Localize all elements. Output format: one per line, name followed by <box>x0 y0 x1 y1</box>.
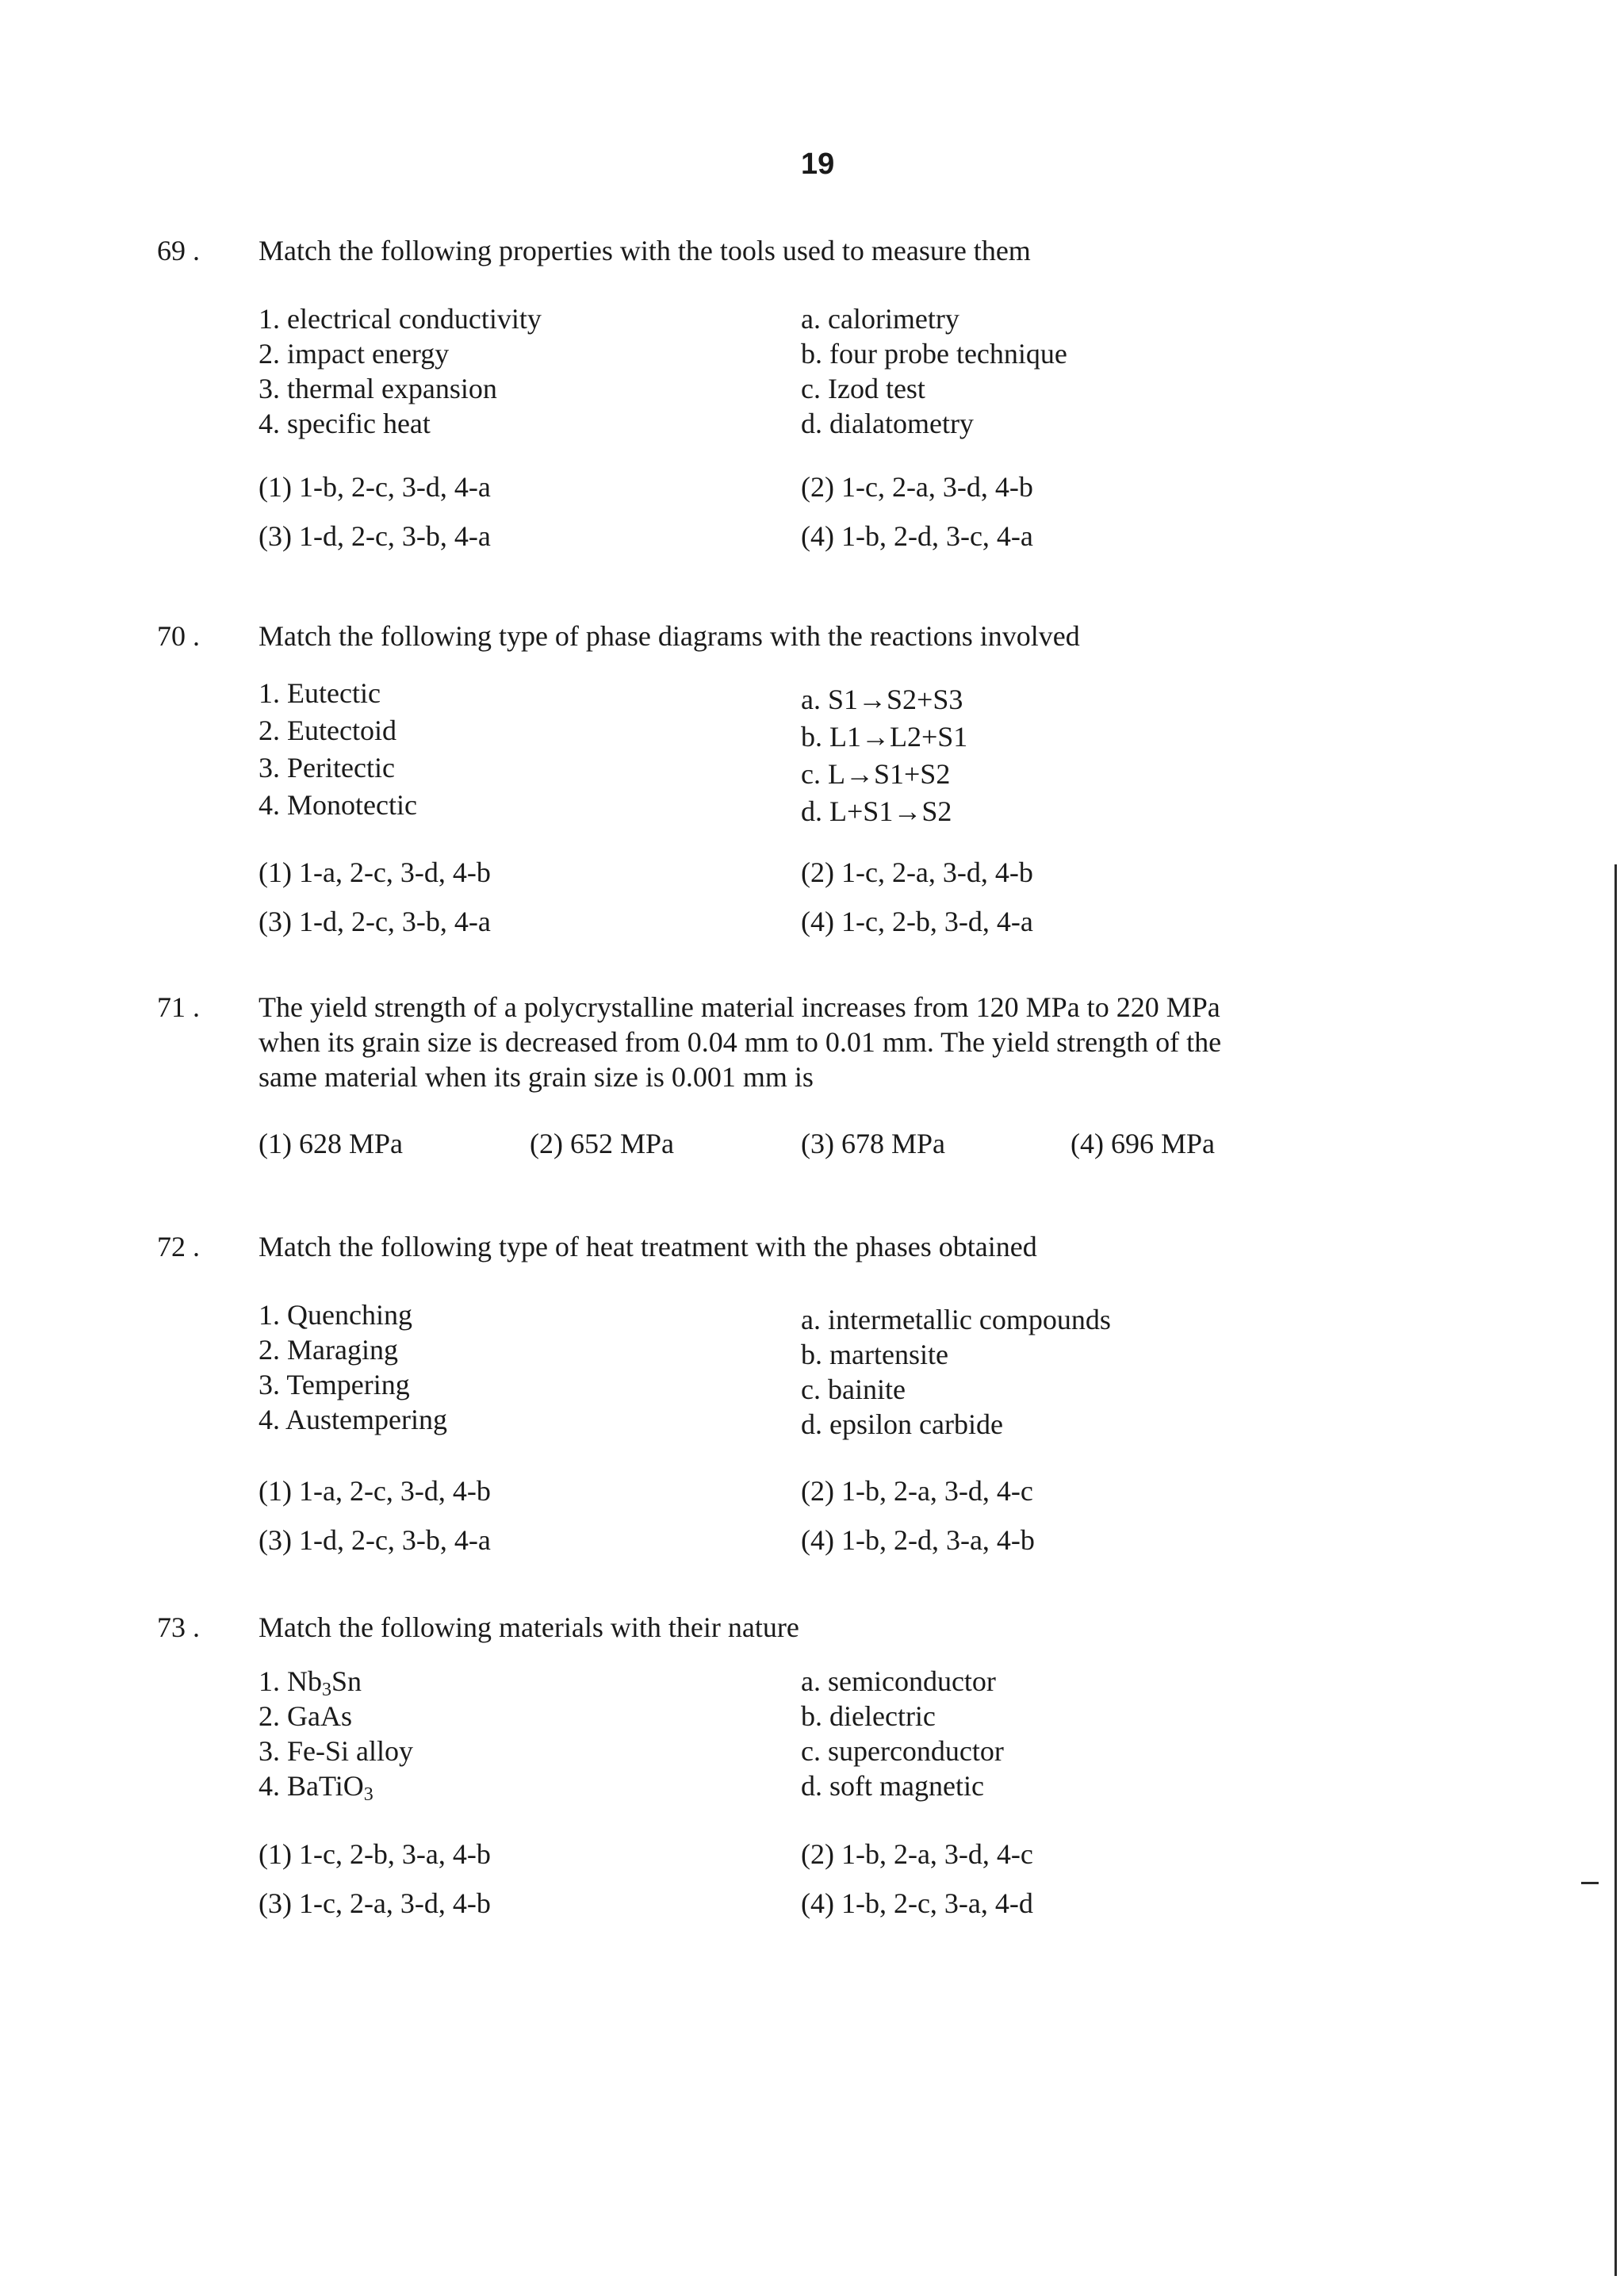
right-item: c. L→S1+S2 <box>801 758 951 790</box>
right-item: a. S1→S2+S3 <box>801 684 963 715</box>
right-item: d. L+S1→S2 <box>801 795 952 827</box>
option-2[interactable]: (2) 1-b, 2-a, 3-d, 4-c <box>801 1475 1033 1507</box>
option-2[interactable]: (2) 652 MPa <box>530 1128 674 1159</box>
option-3[interactable]: (3) 1-d, 2-c, 3-b, 4-a <box>259 520 491 552</box>
right-column <box>801 1664 1356 1803</box>
left-column <box>259 1297 798 1437</box>
page-number: 19 <box>801 148 835 181</box>
option-3[interactable]: (3) 1-c, 2-a, 3-d, 4-b <box>259 1887 491 1919</box>
question-stem: Match the following type of heat treatment with the phases obtained <box>259 1231 1037 1262</box>
option-3[interactable]: (3) 1-d, 2-c, 3-b, 4-a <box>259 1524 491 1556</box>
option-2[interactable]: (2) 1-b, 2-a, 3-d, 4-c <box>801 1838 1033 1870</box>
right-item: b. martensite <box>801 1339 948 1370</box>
stem-line: The yield strength of a polycrystalline material increases from 120 MPa to 220 MPa <box>259 991 1220 1023</box>
left-item: 2. impact energy <box>259 338 450 370</box>
left-column <box>259 1664 798 1803</box>
option-1[interactable]: (1) 1-a, 2-c, 3-d, 4-b <box>259 1475 491 1507</box>
formula-subscript: 3 <box>363 1784 373 1805</box>
left-item: 3. thermal expansion <box>259 373 497 404</box>
formula-text: 4. BaTiO <box>259 1770 364 1802</box>
right-item: a. calorimetry <box>801 303 959 335</box>
option-2[interactable]: (2) 1-c, 2-a, 3-d, 4-b <box>801 856 1033 888</box>
left-item: 3. Fe-Si alloy <box>259 1735 413 1767</box>
formula-subscript: 3 <box>322 1680 331 1700</box>
left-item: 1. Quenching <box>259 1299 412 1331</box>
left-item: 3. Peritectic <box>259 752 395 784</box>
left-item: 3. Tempering <box>259 1369 410 1400</box>
option-1[interactable]: (1) 628 MPa <box>259 1128 403 1159</box>
question-stem: Match the following properties with the tools used to measure them <box>259 235 1031 266</box>
option-1[interactable]: (1) 1-b, 2-c, 3-d, 4-a <box>259 471 491 503</box>
option-4[interactable]: (4) 696 MPa <box>1071 1128 1215 1159</box>
left-item: 4. Austempering <box>259 1404 447 1435</box>
left-item: 1. Eutectic <box>259 677 381 709</box>
formula-text: 1. Nb <box>259 1665 322 1697</box>
question-number: 72 . <box>157 1231 200 1262</box>
option-4[interactable]: (4) 1-b, 2-d, 3-a, 4-b <box>801 1524 1035 1556</box>
option-4[interactable]: (4) 1-b, 2-c, 3-a, 4-d <box>801 1887 1033 1919</box>
question-number: 73 . <box>157 1611 200 1643</box>
left-item <box>259 1768 798 1803</box>
option-4[interactable]: (4) 1-c, 2-b, 3-d, 4-a <box>801 906 1033 937</box>
left-item <box>259 1664 798 1699</box>
left-column <box>259 301 798 441</box>
option-3[interactable]: (3) 678 MPa <box>801 1128 945 1159</box>
formula-text: Sn <box>331 1665 362 1697</box>
question-number: 70 . <box>157 620 200 652</box>
left-item: 1. electrical conductivity <box>259 303 542 335</box>
option-2[interactable]: (2) 1-c, 2-a, 3-d, 4-b <box>801 471 1033 503</box>
question-stem <box>259 990 1321 1094</box>
left-item: 4. specific heat <box>259 408 431 439</box>
question-number: 69 . <box>157 235 200 266</box>
right-item: b. dielectric <box>801 1700 936 1732</box>
left-item: 4. Monotectic <box>259 789 417 821</box>
scan-edge-line <box>1614 864 1617 2276</box>
option-4[interactable]: (4) 1-b, 2-d, 3-c, 4-a <box>801 520 1033 552</box>
right-column <box>801 682 1356 831</box>
question-stem: Match the following materials with their nature <box>259 1611 799 1643</box>
question-number: 71 . <box>157 991 200 1023</box>
question-stem: Match the following type of phase diagrams with the reactions involved <box>259 620 1080 652</box>
left-item: 2. Eutectoid <box>259 715 396 746</box>
right-item: d. epsilon carbide <box>801 1408 1003 1440</box>
right-item: b. L1→L2+S1 <box>801 721 968 753</box>
right-item: a. intermetallic compounds <box>801 1304 1111 1335</box>
right-item: c. superconductor <box>801 1735 1004 1767</box>
right-item: a. semiconductor <box>801 1665 996 1697</box>
right-item: c. Izod test <box>801 373 925 404</box>
right-column <box>801 301 1356 441</box>
right-item: c. bainite <box>801 1374 906 1405</box>
option-1[interactable]: (1) 1-a, 2-c, 3-d, 4-b <box>259 856 491 888</box>
left-item: 2. GaAs <box>259 1700 352 1732</box>
left-item: 2. Maraging <box>259 1334 398 1366</box>
stem-line: when its grain size is decreased from 0.04 mm to 0.01 mm. The yield strength of the <box>259 1026 1222 1058</box>
right-item: b. four probe technique <box>801 338 1067 370</box>
scan-edge-mark <box>1581 1882 1599 1884</box>
right-item: d. dialatometry <box>801 408 974 439</box>
right-column <box>801 1302 1356 1442</box>
right-item: d. soft magnetic <box>801 1770 984 1802</box>
option-3[interactable]: (3) 1-d, 2-c, 3-b, 4-a <box>259 906 491 937</box>
left-column <box>259 676 798 825</box>
stem-line: same material when its grain size is 0.001 mm is <box>259 1061 814 1093</box>
option-1[interactable]: (1) 1-c, 2-b, 3-a, 4-b <box>259 1838 491 1870</box>
